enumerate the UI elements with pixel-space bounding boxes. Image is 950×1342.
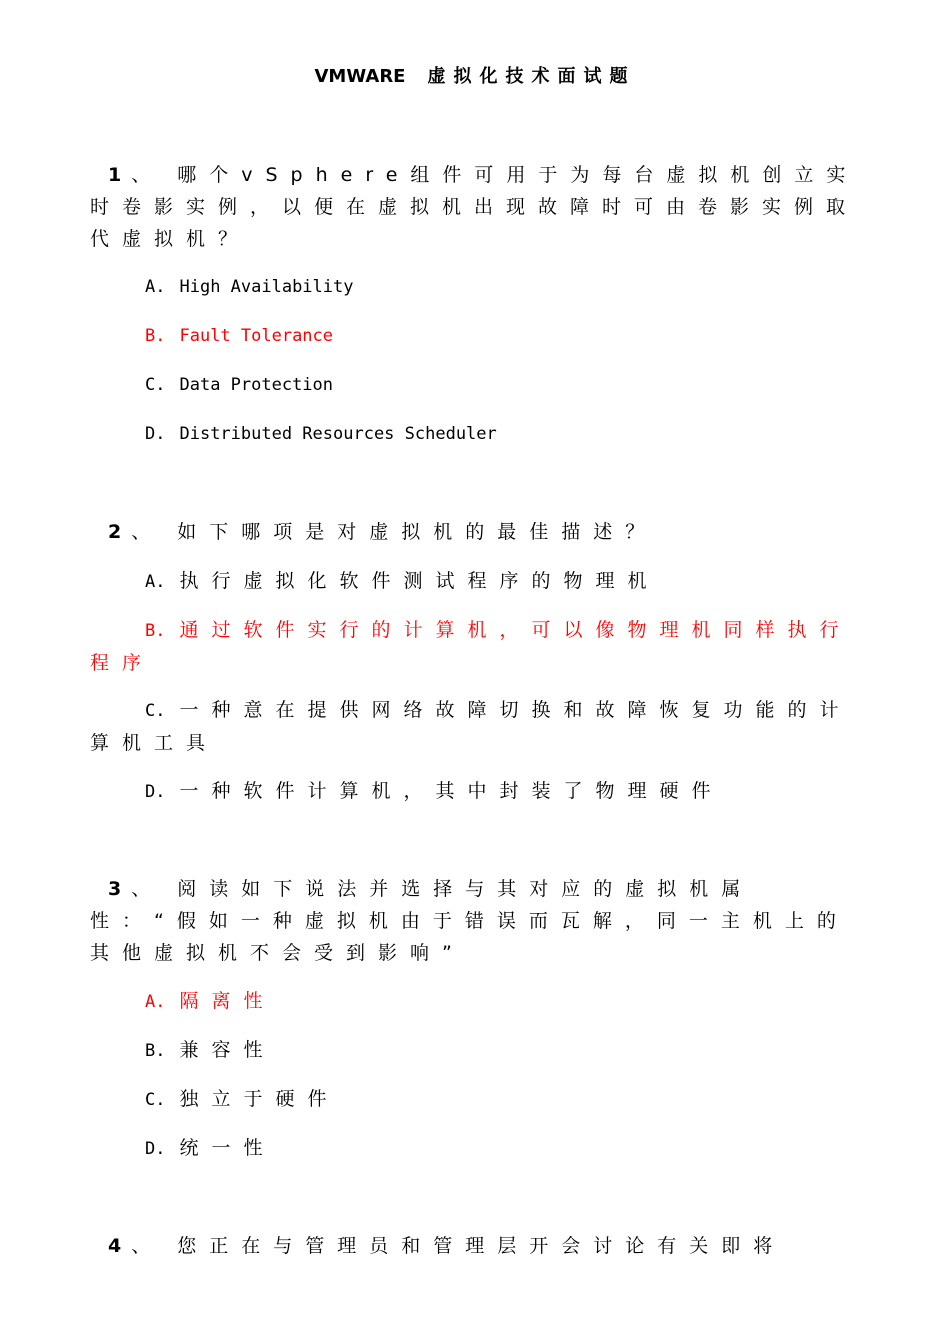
question-number: 2 <box>108 521 122 543</box>
option-letter: D. <box>145 1139 166 1159</box>
option-text: 一种软件计算机，其中封装了物理硬件 <box>179 780 724 802</box>
question-number: 1 <box>108 164 122 186</box>
option-3d <box>145 1132 865 1165</box>
question-separator: 、 <box>131 521 164 543</box>
option-text: High Availability <box>179 277 354 297</box>
question-3 <box>90 873 865 969</box>
question-separator: 、 <box>131 878 164 900</box>
question-number: 4 <box>108 1235 122 1257</box>
question-4 <box>90 1230 865 1262</box>
option-letter: B. <box>145 1041 166 1061</box>
title-en: VMWARE <box>314 66 406 87</box>
question-2 <box>90 516 865 548</box>
option-letter: A. <box>145 992 166 1012</box>
option-text: Distributed Resources Scheduler <box>179 424 497 444</box>
option-letter: B. <box>145 326 166 346</box>
title-cn: 虚拟化技术面试题 <box>427 66 636 87</box>
question-text: 您正在与管理员和管理层开会讨论有关即将 <box>177 1235 786 1257</box>
option-text: 统一性 <box>179 1137 276 1159</box>
option-text: 兼容性 <box>179 1039 276 1061</box>
option-2c <box>90 694 865 759</box>
option-1a <box>145 271 865 303</box>
question-separator: 、 <box>131 164 164 186</box>
page-title <box>0 62 950 88</box>
question-separator: 、 <box>131 1235 164 1257</box>
option-1d <box>145 418 865 450</box>
option-text: 隔离性 <box>179 990 276 1012</box>
option-text: Data Protection <box>179 375 334 395</box>
option-2d <box>145 775 865 808</box>
option-3c <box>145 1083 865 1116</box>
option-2b-correct <box>90 614 865 679</box>
option-text: 执行虚拟化软件测试程序的物理机 <box>179 570 660 592</box>
option-2a <box>145 565 865 598</box>
option-letter: A. <box>145 572 166 592</box>
option-letter: C. <box>145 701 166 721</box>
question-text: 阅读如下说法并选择与其对应的虚拟机属性：“假如一种虚拟机由于错误而瓦解，同一主机上的其他虚拟机不会受到影响” <box>90 878 849 964</box>
question-text: 如下哪项是对虚拟机的最佳描述？ <box>177 521 658 543</box>
option-text: 独立于硬件 <box>179 1088 340 1110</box>
question-text: 哪个vSphere组件可用于为每台虚拟机创立实时卷影实例，以便在虚拟机出现故障时可由卷影实例取代虚拟机？ <box>90 164 859 250</box>
option-letter: D. <box>145 782 166 802</box>
option-3a-correct <box>145 985 865 1018</box>
option-text: 一种意在提供网络故障切换和故障恢复功能的计算机工具 <box>90 699 852 754</box>
option-text: Fault Tolerance <box>179 326 334 346</box>
option-letter: A. <box>145 277 166 297</box>
option-letter: B. <box>145 621 166 641</box>
option-letter: D. <box>145 424 166 444</box>
option-letter: C. <box>145 375 166 395</box>
option-3b <box>145 1034 865 1067</box>
option-1b-correct <box>145 320 865 352</box>
question-1 <box>90 159 865 255</box>
option-letter: C. <box>145 1090 166 1110</box>
option-text: 通过软件实行的计算机，可以像物理机同样执行程序 <box>90 619 852 674</box>
option-1c <box>145 369 865 401</box>
question-number: 3 <box>108 878 122 900</box>
